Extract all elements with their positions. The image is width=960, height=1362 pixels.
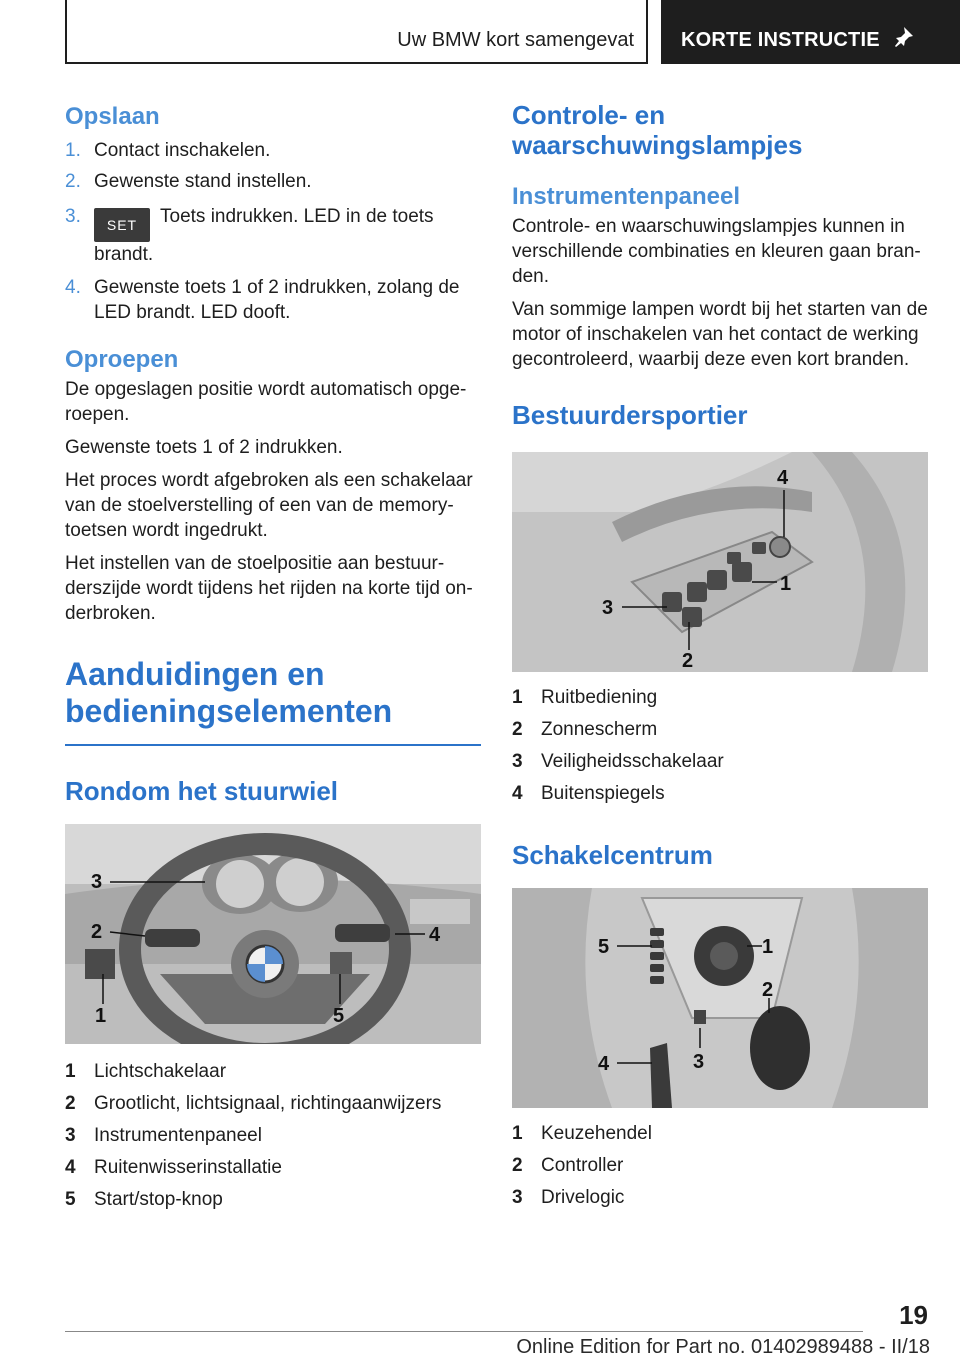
chapter-title: Aanduidingen en bedieningselementen: [65, 656, 393, 729]
legend-text: Drivelogic: [541, 1187, 625, 1208]
oproepen-paragraph: Gewenste toets 1 of 2 indrukken.: [65, 437, 343, 458]
legend-item: [512, 1182, 928, 1214]
schakelcentrum-heading: Schakelcentrum: [512, 840, 713, 870]
callout-label: 2: [762, 979, 774, 1001]
step-text: Gewenste toets 1 of 2 indrukken, zolang de LED brandt. LED dooft.: [94, 277, 460, 323]
oproepen-paragraph: De opgeslagen positie wordt automatisch opge-roepen.: [65, 379, 467, 425]
legend-text: Controller: [541, 1155, 624, 1176]
portier-legend: [512, 682, 928, 810]
set-button-icon: SET: [94, 208, 150, 242]
page-number: 19: [899, 1300, 928, 1330]
step-text: Toets indrukken. LED in de toets brandt.: [94, 206, 434, 265]
schakelcentrum-legend: [512, 1118, 928, 1214]
legend-item: [65, 1184, 481, 1216]
step-item: [65, 275, 481, 325]
portier-heading: Bestuurdersportier: [512, 400, 748, 430]
legend-number: 5: [65, 1189, 76, 1210]
controle-paragraph: Van sommige lampen wordt bij het starten van de motor of inschakelen van het contact de werking gecontroleerd, waarbij deze even kort branden.: [512, 299, 928, 370]
legend-text: Zonnescherm: [541, 719, 658, 740]
step-text: Contact inschakelen.: [94, 140, 271, 161]
step-item: [65, 138, 481, 163]
header-section-title: Uw BMW kort samengevat: [397, 29, 634, 51]
legend-item: [512, 1118, 928, 1150]
step-number: 4.: [65, 277, 81, 298]
oproepen-paragraph: Het instellen van de stoelpositie aan bestuur-derszijde wordt tijdens het rijden na korte tijd on-derbroken.: [65, 553, 473, 624]
callout-label: 5: [598, 936, 610, 958]
legend-item: [512, 714, 928, 746]
step-text: Gewenste stand instellen.: [94, 171, 312, 192]
legend-text: Start/stop-knop: [94, 1189, 223, 1210]
legend-text: Lichtschakelaar: [94, 1061, 227, 1082]
legend-number: 3: [512, 751, 523, 772]
center-console-illustration: [512, 888, 928, 1108]
chapter-divider: [65, 744, 481, 746]
steering-wheel-illustration: [65, 824, 481, 1044]
left-column: [65, 100, 481, 1216]
callout-label: 2: [91, 921, 103, 943]
callout-label: 3: [91, 871, 103, 893]
callout-label: 1: [762, 936, 774, 958]
legend-number: 1: [512, 687, 523, 708]
legend-text: Ruitbediening: [541, 687, 658, 708]
callout-label: 4: [777, 467, 789, 489]
legend-number: 4: [65, 1157, 76, 1178]
legend-number: 3: [65, 1125, 76, 1146]
legend-item: [512, 1150, 928, 1182]
opslaan-steps: [65, 138, 481, 325]
driver-door-illustration: [512, 452, 928, 672]
edition-footer: Online Edition for Part no. 01402989488 - II/18: [516, 1336, 930, 1358]
callout-label: 3: [693, 1051, 705, 1073]
oproepen-paragraph: Het proces wordt afgebroken als een schakelaar van de stoelverstelling of een van de memory-toetsen wordt ingedrukt.: [65, 470, 473, 541]
callout-label: 5: [333, 1005, 345, 1027]
step-item: [65, 204, 481, 267]
legend-text: Ruitenwisserinstallatie: [94, 1157, 282, 1178]
controle-paragraph: Controle- en waarschuwingslampjes kunnen in verschillende combinaties en kleuren gaan bran-den.: [512, 216, 921, 287]
legend-item: [512, 778, 928, 810]
legend-text: Veiligheidsschakelaar: [541, 751, 724, 772]
legend-item: [65, 1120, 481, 1152]
opslaan-heading: Opslaan: [65, 103, 160, 130]
step-number: 3.: [65, 206, 81, 227]
header-chapter-tab: [661, 0, 960, 64]
callout-label: 3: [602, 597, 614, 619]
stuurwiel-heading: Rondom het stuurwiel: [65, 776, 338, 806]
legend-item: [65, 1152, 481, 1184]
header-section-box: [65, 0, 648, 64]
callout-label: 4: [598, 1053, 610, 1075]
footer-divider: [65, 1331, 863, 1332]
callout-label: 1: [95, 1005, 107, 1027]
controle-heading: Controle- en waarschuwingslampjes: [512, 100, 803, 160]
legend-number: 2: [512, 719, 523, 740]
step-number: 2.: [65, 171, 81, 192]
step-item: [65, 169, 481, 194]
header-chapter-title: KORTE INSTRUCTIE: [681, 29, 880, 51]
legend-item: [65, 1056, 481, 1088]
step-number: 1.: [65, 140, 81, 161]
legend-text: Keuzehendel: [541, 1123, 652, 1144]
legend-text: Grootlicht, lichtsignaal, richtingaanwijzers: [94, 1093, 442, 1114]
legend-item: [512, 682, 928, 714]
stuurwiel-legend: [65, 1056, 481, 1216]
pin-icon: [893, 26, 915, 48]
legend-number: 2: [65, 1093, 76, 1114]
legend-number: 3: [512, 1187, 523, 1208]
legend-text: Instrumentenpaneel: [94, 1125, 262, 1146]
legend-number: 1: [65, 1061, 76, 1082]
legend-text: Buitenspiegels: [541, 783, 665, 804]
legend-item: [512, 746, 928, 778]
legend-number: 1: [512, 1123, 523, 1144]
legend-item: [65, 1088, 481, 1120]
instrumentenpaneel-heading: Instrumentenpaneel: [512, 183, 741, 210]
right-column: [512, 100, 928, 1214]
callout-label: 2: [682, 650, 694, 672]
legend-number: 4: [512, 783, 523, 804]
oproepen-heading: Oproepen: [65, 346, 179, 373]
callout-label: 1: [780, 573, 792, 595]
legend-number: 2: [512, 1155, 523, 1176]
callout-label: 4: [429, 924, 441, 946]
